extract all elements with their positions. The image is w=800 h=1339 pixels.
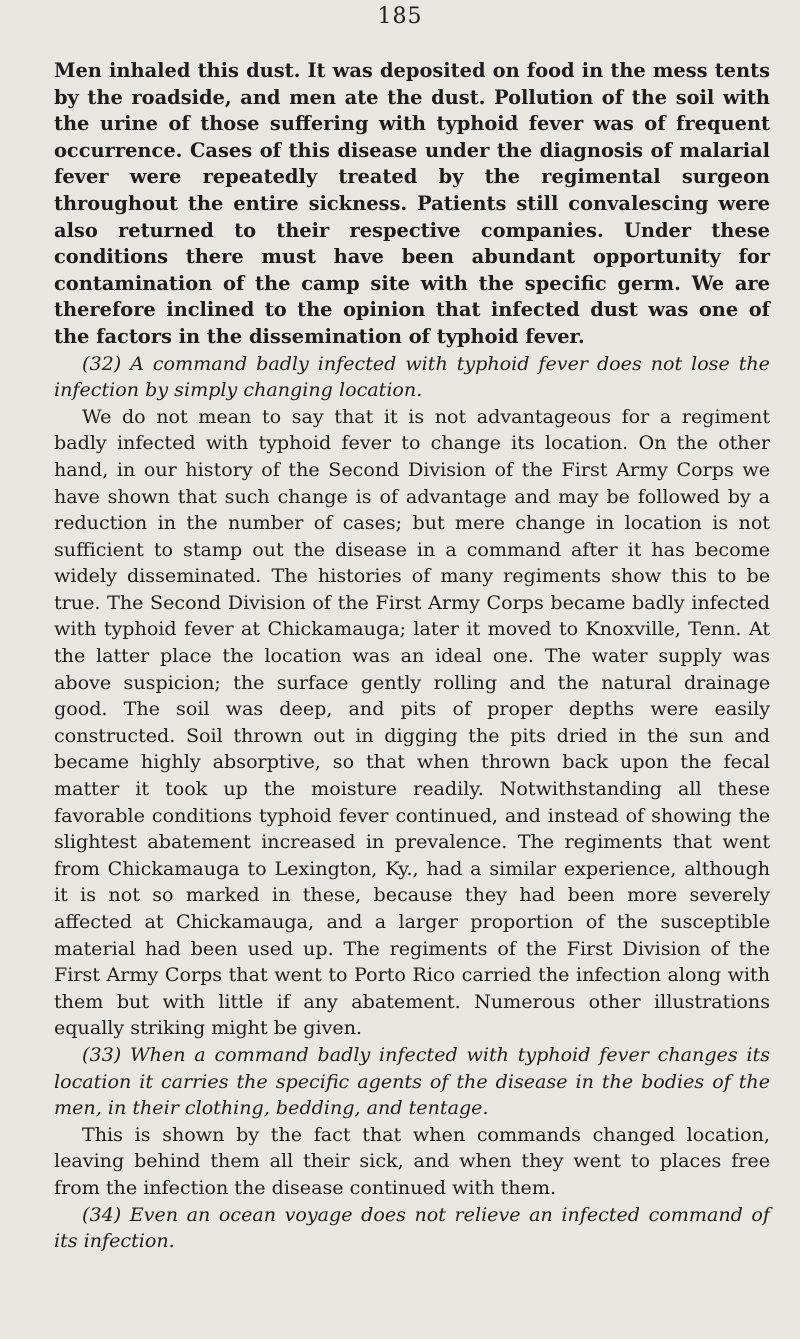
page-body bbox=[54, 58, 770, 1255]
section-heading-text: When a command badly infected with typhoid fever changes its location it carries the specific agents of the disease in the bodies of the men, in their clothing, bedding, and tentage. bbox=[54, 1042, 770, 1120]
body-paragraph: Men inhaled this dust. It was deposited on food in the mess tents by the roadside, and men ate the dust. Pollution of the soil with the urine of those suffering with typhoid fever was of frequent occurrence. Cases of this disease under the diagnosis of malarial fever were repeatedly treated by the regimental surgeon throughout the entire sickness. Patients still convalescing were also returned to their respective companies. Under these conditions there must have been abundant opportunity for contamination of the camp site with the specific germ. We are therefore inclined to the opinion that infected dust was one of the factors in the dissemination of typhoid fever. bbox=[54, 59, 770, 348]
body-paragraph: This is shown by the fact that when commands changed location, leaving behind them all their sick, and when they went to places free from the infection the disease continued with them. bbox=[54, 1122, 770, 1199]
section-heading-text: A command badly infected with typhoid fever does not lose the infection by simply changing location. bbox=[54, 351, 770, 402]
section-heading bbox=[54, 351, 770, 404]
section-heading bbox=[54, 1202, 770, 1255]
body-paragraph: We do not mean to say that it is not advantageous for a regiment badly infected with typhoid fever to change its location. On the other hand, in our history of the Second Division of the First Army Corps we have shown that such change is of advantage and may be followed by a reduction in the number of cases; but mere change in location is not sufficient to stamp out the disease in a command after it has become widely disseminated. The histories of many regiments show this to be true. The Second Division of the First Army Corps became badly infected with typhoid fever at Chickamauga; later it moved to Knoxville, Tenn. At the latter place the location was an ideal one. The water supply was above suspicion; the surface gently rolling and the natural drainage good. The soil was deep, and pits of proper depths were easily constructed. Soil thrown out in digging the pits dried in the sun and became highly absorptive, so that when thrown back upon the fecal matter it took up the moisture readily. Notwithstanding all these favorable conditions typhoid fever continued, and instead of showing the slightest abatement increased in prevalence. The regiments that went from Chickamauga to Lexington, Ky., had a similar experience, although it is not so marked in these, because they had been more severely affected at Chickamauga, and a larger proportion of the susceptible material had been used up. The regiments of the First Division of the First Army Corps that went to Porto Rico carried the infection along with them but with little if any abatement. Numerous other illustrations equally striking might be given. bbox=[54, 404, 770, 1040]
section-heading bbox=[54, 1042, 770, 1122]
section-number: (34) bbox=[82, 1202, 122, 1226]
section-number: (33) bbox=[82, 1042, 122, 1066]
section-heading-text: Even an ocean voyage does not relieve an infected command of its infection. bbox=[54, 1202, 770, 1253]
section-number: (32) bbox=[82, 351, 122, 375]
page-number: 185 bbox=[377, 4, 423, 29]
